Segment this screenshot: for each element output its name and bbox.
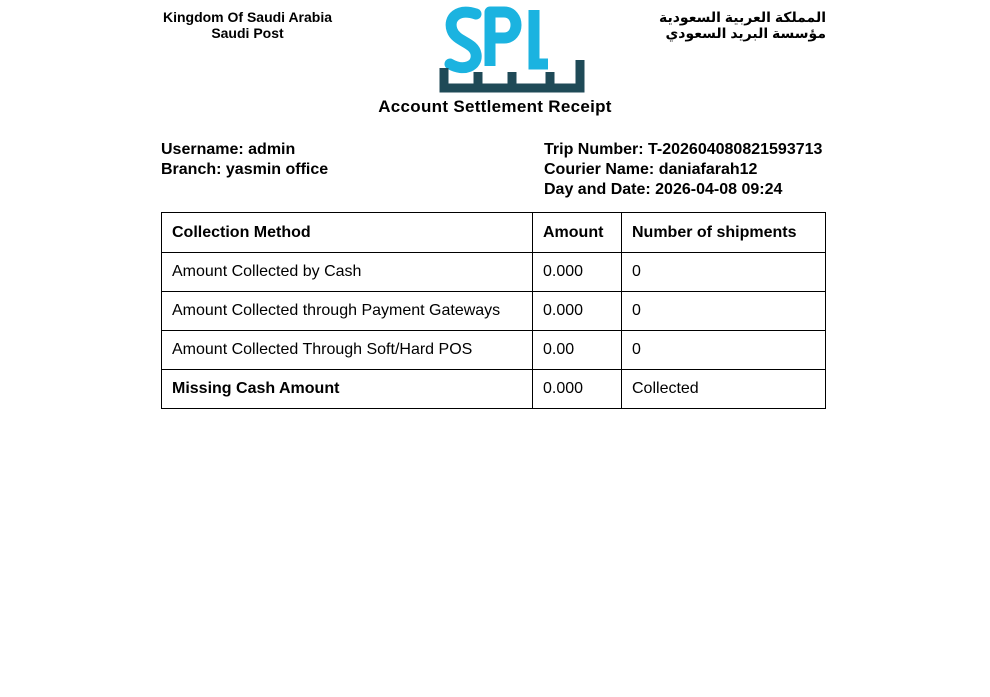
row-method: Amount Collected through Payment Gateways (162, 292, 533, 331)
info-right (544, 140, 822, 200)
courier-value: daniafarah12 (658, 161, 758, 178)
header-amount: Amount (533, 213, 622, 253)
row-amount: 0.000 (533, 253, 622, 292)
row-amount: 0.00 (533, 331, 622, 370)
org-name-ar: مؤسسة البريد السعودي (665, 25, 826, 41)
info-left (161, 140, 328, 180)
date-value: 2026-04-08 09:24 (655, 181, 783, 198)
row-amount: 0.000 (533, 292, 622, 331)
org-name-en: Saudi Post (211, 25, 284, 41)
username-value: admin (248, 141, 296, 158)
table-row-missing-cash (162, 370, 826, 409)
header-number-of-shipments: Number of shipments (622, 213, 826, 253)
branch-line (161, 160, 328, 180)
table-row (162, 331, 826, 370)
username-label: Username: (161, 141, 244, 158)
trip-line (544, 140, 822, 160)
table-row (162, 253, 826, 292)
branch-value: yasmin office (225, 161, 329, 178)
courier-label: Courier Name: (544, 161, 655, 178)
header-arabic (626, 9, 826, 41)
row-shipments: 0 (622, 331, 826, 370)
header-collection-method: Collection Method (162, 213, 533, 253)
row-method: Amount Collected Through Soft/Hard POS (162, 331, 533, 370)
row-shipments: 0 (622, 292, 826, 331)
row-method: Amount Collected by Cash (162, 253, 533, 292)
row-amount: 0.000 (533, 370, 622, 409)
settlement-table (161, 212, 826, 409)
date-line (544, 180, 822, 200)
table-row (162, 292, 826, 331)
row-shipments: Collected (622, 370, 826, 409)
table-header-row (162, 213, 826, 253)
country-name-en: Kingdom Of Saudi Arabia (162, 9, 333, 25)
row-shipments: 0 (622, 253, 826, 292)
branch-label: Branch: (161, 161, 222, 178)
country-name-ar: المملكة العربية السعودية (659, 9, 826, 25)
spl-logo (438, 6, 588, 94)
trip-value: T-202604080821593713 (648, 141, 823, 158)
spl-logo-mark (444, 10, 580, 88)
username-line (161, 140, 328, 160)
trip-label: Trip Number: (544, 141, 644, 158)
date-label: Day and Date: (544, 181, 651, 198)
receipt-title: Account Settlement Receipt (378, 97, 612, 116)
row-method: Missing Cash Amount (162, 370, 533, 409)
header-english (160, 9, 335, 41)
courier-line (544, 160, 822, 180)
